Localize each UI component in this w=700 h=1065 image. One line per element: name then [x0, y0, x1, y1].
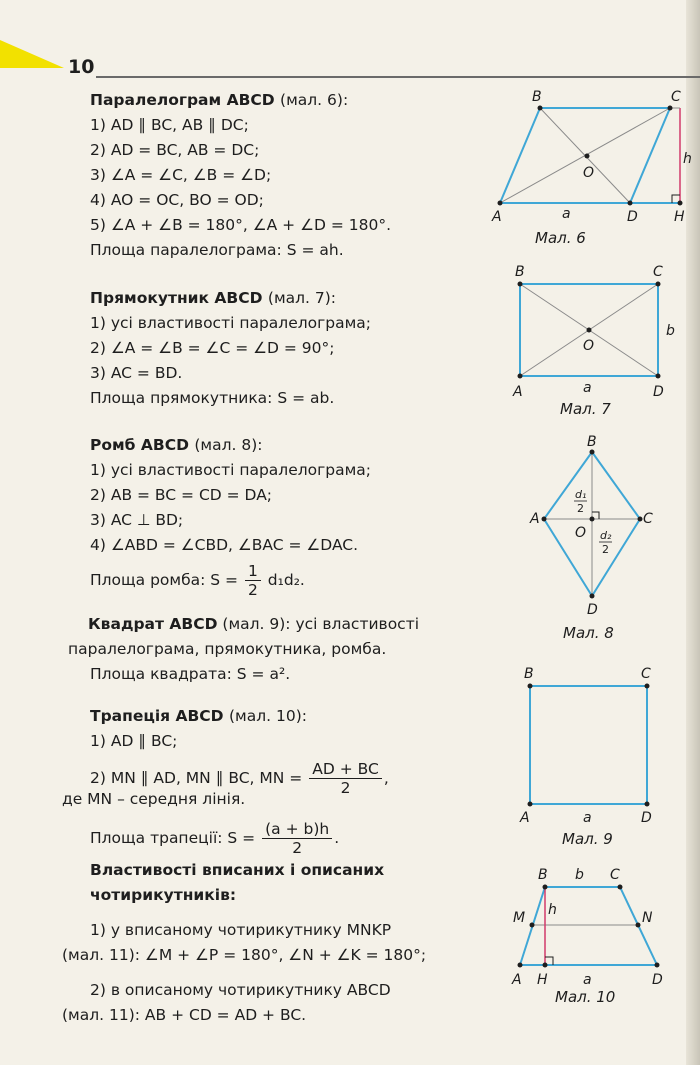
label-a-vertex: A — [492, 209, 502, 225]
label-n-point: N — [642, 910, 653, 926]
figure-7-caption: Мал. 7 — [560, 400, 611, 418]
figure-7 — [505, 262, 685, 418]
label-b-vertex: B — [524, 666, 534, 682]
quadrilaterals-title-1: Властивості вписаних і описаних — [90, 861, 385, 879]
fraction-denominator: 2 — [340, 779, 351, 797]
square-section — [68, 612, 420, 687]
figure-6 — [490, 88, 690, 258]
rectangle-diagram — [505, 262, 685, 402]
quadrilaterals-item1-line2: (мал. 11): ∠M + ∠P = 180°, ∠N + ∠K = 180°; — [62, 946, 427, 964]
rectangle-item: 1) усі властивості паралелограма; — [90, 314, 372, 332]
fraction-denominator: 2 — [247, 581, 258, 599]
label-c-vertex: C — [643, 511, 653, 527]
label-a-vertex: A — [520, 810, 530, 826]
label-d-vertex: D — [653, 384, 664, 400]
label-c-vertex: C — [641, 666, 651, 682]
rectangle-item: 2) ∠A = ∠B = ∠C = ∠D = 90°; — [90, 339, 335, 357]
rhombus-item: 3) AC ⊥ BD; — [90, 511, 184, 529]
label-d-vertex: D — [627, 209, 638, 225]
label-o-center: O — [583, 338, 595, 354]
trapezoid-area-prefix: Площа трапеції: S = — [90, 829, 256, 847]
trapezoid-area-suffix: . — [334, 829, 340, 847]
square-ref: (мал. 9): — [222, 615, 291, 633]
vertex-dot — [645, 684, 650, 689]
square-shape — [530, 686, 647, 804]
rhombus-area-fraction — [245, 562, 261, 599]
foot-dot — [543, 963, 548, 968]
parallelogram-title: Паралелограм ABCD — [90, 91, 275, 109]
rhombus-ref: (мал. 8): — [194, 436, 263, 454]
rhombus-item: 2) AB = BC = CD = DA; — [90, 486, 273, 504]
label-c-vertex: C — [653, 264, 663, 280]
trapezoid-item2-suffix: , — [383, 769, 389, 787]
vertex-dot — [645, 802, 650, 807]
rectangle-title: Прямокутник ABCD — [90, 289, 263, 307]
parallelogram-item: 1) AD ∥ BC, AB ∥ DC; — [90, 116, 249, 134]
vertex-dot — [590, 594, 595, 599]
label-m-point: M — [513, 910, 526, 926]
quadrilaterals-item2-line2: (мал. 11): AB + CD = AD + BC. — [62, 1006, 307, 1024]
fraction-numerator: AD + BC — [309, 760, 382, 779]
fraction-numerator: 1 — [245, 562, 261, 581]
page-number: 10 — [68, 56, 95, 78]
square-heading — [88, 612, 419, 637]
label-o-center: O — [583, 165, 595, 181]
label-h-point: H — [674, 209, 685, 225]
quadrilaterals-item2-line1: 2) в описаному чотирикутнику ABCD — [90, 981, 391, 999]
vertex-dot — [678, 201, 683, 206]
vertex-dot — [618, 885, 623, 890]
trapezoid-ref: (мал. 10): — [228, 707, 307, 725]
quadrilaterals-section — [62, 858, 427, 1028]
parallelogram-item: 4) AO = OC, BO = OD; — [90, 191, 264, 209]
rectangle-item: 3) AC = BD. — [90, 364, 183, 382]
parallelogram-diagram — [490, 88, 690, 258]
header-rule — [96, 76, 700, 78]
label-b-vertex: B — [538, 867, 548, 883]
parallelogram-item: 2) AD = BC, AB = DC; — [90, 141, 260, 159]
rhombus-area — [90, 562, 371, 599]
label-a-vertex: A — [513, 384, 523, 400]
parallelogram-ref: (мал. 6): — [280, 91, 349, 109]
vertex-dot — [590, 450, 595, 455]
label-o-center: O — [575, 525, 587, 541]
vertex-dot — [518, 374, 523, 379]
parallelogram-item: 5) ∠A + ∠B = 180°, ∠A + ∠D = 180°. — [90, 216, 392, 234]
vertex-dot — [655, 963, 660, 968]
vertex-dot — [528, 802, 533, 807]
trapezoid-title: Трапеція ABCD — [90, 707, 224, 725]
square-diagram — [510, 662, 670, 826]
center-dot — [590, 517, 595, 522]
figure-9 — [510, 662, 670, 848]
vertex-dot — [656, 374, 661, 379]
square-area: Площа квадрата: S = a². — [90, 665, 291, 683]
rhombus-title: Ромб ABCD — [90, 436, 189, 454]
vertex-dot — [518, 282, 523, 287]
trapezoid-section — [62, 704, 389, 857]
figure-8-caption: Мал. 8 — [563, 624, 614, 642]
vertex-dot — [518, 963, 523, 968]
rhombus-diagram — [525, 434, 675, 624]
label-b-vertex: B — [532, 89, 542, 105]
vertex-dot — [638, 517, 643, 522]
square-line1-rest: усі властивості — [295, 615, 420, 633]
rhombus-section — [90, 433, 371, 599]
quadrilaterals-title-2: чотирикутників: — [90, 886, 237, 904]
vertex-dot — [498, 201, 503, 206]
label-c-vertex: C — [610, 867, 620, 883]
rhombus-item: 4) ∠ABD = ∠CBD, ∠BAC = ∠DAC. — [90, 536, 359, 554]
square-line2: паралелограма, прямокутника, ромба. — [68, 640, 387, 658]
figure-10 — [505, 860, 680, 1006]
yellow-corner-tab — [0, 40, 64, 68]
label-d1-denominator: 2 — [577, 502, 584, 515]
label-d-vertex: D — [641, 810, 652, 826]
figure-9-caption: Мал. 9 — [562, 830, 613, 848]
trapezoid-midline-note: де MN – середня лінія. — [62, 790, 246, 808]
fraction-denominator: 2 — [292, 839, 303, 857]
trapezoid-item2-prefix: 2) MN ∥ AD, MN ∥ BC, MN = — [90, 769, 303, 787]
label-side-a: a — [583, 380, 592, 396]
label-d-vertex: D — [587, 602, 598, 618]
vertex-dot — [656, 282, 661, 287]
midpoint-dot — [530, 923, 535, 928]
label-a-vertex: A — [530, 511, 540, 527]
vertex-dot — [543, 885, 548, 890]
vertex-dot — [528, 684, 533, 689]
label-d-vertex: D — [652, 972, 663, 988]
parallelogram-item: 3) ∠A = ∠C, ∠B = ∠D; — [90, 166, 272, 184]
quadrilaterals-item1-line1: 1) у вписаному чотирикутнику MNKP — [90, 921, 392, 939]
fraction-numerator: (a + b)h — [262, 820, 332, 839]
label-side-b: b — [575, 867, 584, 883]
label-side-a: a — [583, 972, 592, 988]
center-dot — [587, 328, 592, 333]
trapezoid-midline-fraction — [309, 760, 382, 797]
rhombus-area-suffix: d₁d₂. — [267, 571, 305, 589]
vertex-dot — [628, 201, 633, 206]
parallelogram-area: Площа паралелограма: S = ah. — [90, 241, 344, 259]
rectangle-area: Площа прямокутника: S = ab. — [90, 389, 335, 407]
rectangle-ref: (мал. 7): — [267, 289, 337, 307]
vertex-dot — [538, 106, 543, 111]
label-d1-numerator: d₁ — [575, 488, 587, 501]
vertex-dot — [542, 517, 547, 522]
trapezoid-area — [90, 820, 389, 857]
figure-10-caption: Мал. 10 — [555, 988, 616, 1006]
rhombus-heading — [90, 433, 371, 458]
rhombus-item: 1) усі властивості паралелограма; — [90, 461, 372, 479]
label-side-a: a — [583, 810, 592, 826]
label-height-h: h — [683, 151, 692, 167]
trapezoid-area-fraction — [262, 820, 332, 857]
label-b-vertex: B — [587, 434, 597, 450]
label-height-h: h — [548, 902, 557, 918]
trapezoid-diagram — [505, 860, 680, 1000]
vertex-dot — [668, 106, 673, 111]
label-d2-denominator: 2 — [602, 543, 609, 556]
figure-6-caption: Мал. 6 — [535, 229, 586, 247]
rectangle-heading — [90, 286, 371, 311]
parallelogram-heading — [90, 88, 391, 113]
square-title: Квадрат ABCD — [88, 615, 218, 633]
trapezoid-item-1: 1) AD ∥ BC; — [90, 732, 178, 750]
label-h-point: H — [537, 972, 548, 988]
label-side-b: b — [666, 323, 675, 339]
parallelogram-section — [90, 88, 391, 263]
rectangle-section — [90, 286, 371, 411]
label-b-vertex: B — [515, 264, 525, 280]
rhombus-area-prefix: Площа ромба: S = — [90, 571, 239, 589]
figure-8 — [525, 434, 675, 642]
center-dot — [585, 154, 590, 159]
midpoint-dot — [636, 923, 641, 928]
label-a-vertex: A — [512, 972, 522, 988]
label-d2-numerator: d₂ — [600, 529, 612, 542]
label-c-vertex: C — [671, 89, 681, 105]
label-side-a: a — [562, 206, 571, 222]
trapezoid-heading — [90, 704, 389, 729]
